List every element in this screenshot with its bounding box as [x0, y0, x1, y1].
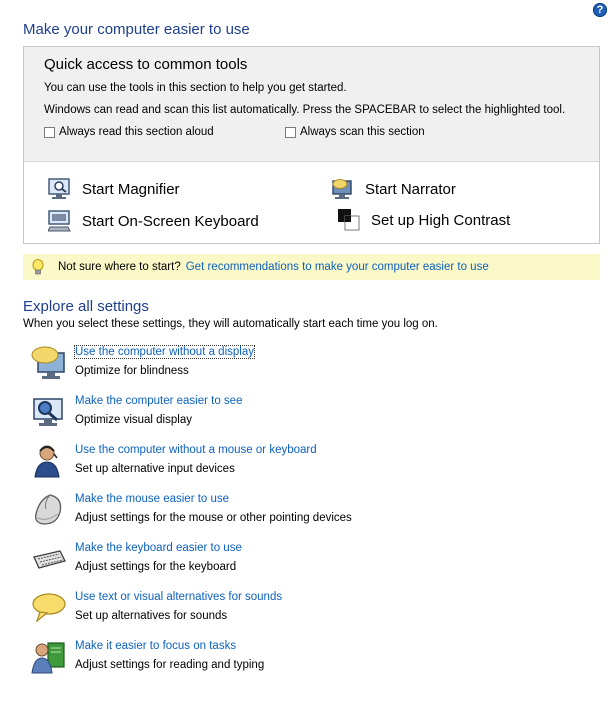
start-onscreen-keyboard-button[interactable] [48, 210, 259, 232]
setting-desc-no-display: Optimize for blindness [75, 365, 189, 377]
recommendation-tip-bar [23, 254, 600, 280]
tip-prefix: Not sure where to start? [58, 261, 181, 273]
setting-link-sound-alternatives[interactable]: Use text or visual alternatives for sounds [75, 591, 283, 603]
setting-item-mouse[interactable] [30, 492, 352, 528]
start-magnifier-label[interactable]: Start Magnifier [82, 180, 180, 198]
setting-link-no-display[interactable]: Use the computer without a display [75, 346, 254, 358]
get-recommendations-link[interactable]: Get recommendations to make your computer easier to use [185, 261, 489, 273]
speech-bubble-icon [30, 590, 68, 626]
person-headset-icon [30, 443, 68, 479]
setting-desc-keyboard: Adjust settings for the keyboard [75, 561, 237, 573]
magnifier-monitor-icon [30, 394, 68, 430]
setting-link-keyboard[interactable]: Make the keyboard easier to use [75, 542, 242, 554]
setting-item-easier-to-see[interactable] [30, 394, 242, 430]
setting-desc-sound-alternatives: Set up alternatives for sounds [75, 610, 228, 622]
narrator-icon [331, 178, 355, 200]
explore-title: Explore all settings [23, 298, 149, 315]
high-contrast-button[interactable] [337, 208, 510, 232]
quick-access-instructions: Windows can read and scan this list automatically. Press the SPACEBAR to select the highlighted tool. [44, 104, 566, 116]
quick-access-title: Quick access to common tools [44, 56, 248, 73]
onscreen-keyboard-icon [48, 210, 72, 232]
start-narrator-label[interactable]: Start Narrator [365, 180, 456, 198]
setting-item-no-mouse-keyboard[interactable] [30, 443, 317, 479]
always-read-checkbox[interactable] [44, 127, 55, 138]
quick-access-header [24, 47, 599, 162]
keyboard-icon [30, 541, 68, 577]
setting-desc-no-mouse-keyboard: Set up alternative input devices [75, 463, 235, 475]
always-read-checkbox-row[interactable] [44, 126, 214, 138]
page-title: Make your computer easier to use [23, 21, 250, 38]
setting-item-focus-tasks[interactable] [30, 639, 264, 675]
quick-access-intro: You can use the tools in this section to help you get started. [44, 82, 347, 94]
help-icon[interactable]: ? [593, 3, 607, 17]
start-magnifier-button[interactable] [48, 178, 180, 200]
start-onscreen-keyboard-label[interactable]: Start On-Screen Keyboard [82, 212, 259, 230]
start-narrator-button[interactable] [331, 178, 456, 200]
high-contrast-label[interactable]: Set up High Contrast [371, 211, 511, 229]
mouse-icon [30, 492, 68, 528]
always-scan-label[interactable]: Always scan this section [300, 126, 425, 138]
setting-item-keyboard[interactable] [30, 541, 242, 577]
explore-description: When you select these settings, they will automatically start each time you log on. [23, 318, 438, 330]
quick-access-panel [23, 46, 600, 244]
setting-link-focus-tasks[interactable]: Make it easier to focus on tasks [75, 640, 237, 652]
always-read-label[interactable]: Always read this section aloud [59, 126, 214, 138]
setting-item-no-display[interactable] [30, 345, 254, 381]
high-contrast-icon [337, 208, 361, 232]
setting-link-easier-to-see[interactable]: Make the computer easier to see [75, 395, 243, 407]
setting-desc-easier-to-see: Optimize visual display [75, 414, 192, 426]
always-scan-checkbox-row[interactable] [285, 126, 425, 138]
setting-link-mouse[interactable]: Make the mouse easier to use [75, 493, 230, 505]
always-scan-checkbox[interactable] [285, 127, 296, 138]
setting-desc-mouse: Adjust settings for the mouse or other pointing devices [75, 512, 352, 524]
setting-link-no-mouse-keyboard[interactable]: Use the computer without a mouse or keyboard [75, 444, 317, 456]
lightbulb-icon [32, 259, 44, 275]
person-book-icon [30, 639, 68, 675]
setting-item-sound-alternatives[interactable] [30, 590, 282, 626]
magnifier-icon [48, 178, 72, 200]
setting-desc-focus-tasks: Adjust settings for reading and typing [75, 659, 265, 671]
display-speech-icon [30, 345, 68, 381]
